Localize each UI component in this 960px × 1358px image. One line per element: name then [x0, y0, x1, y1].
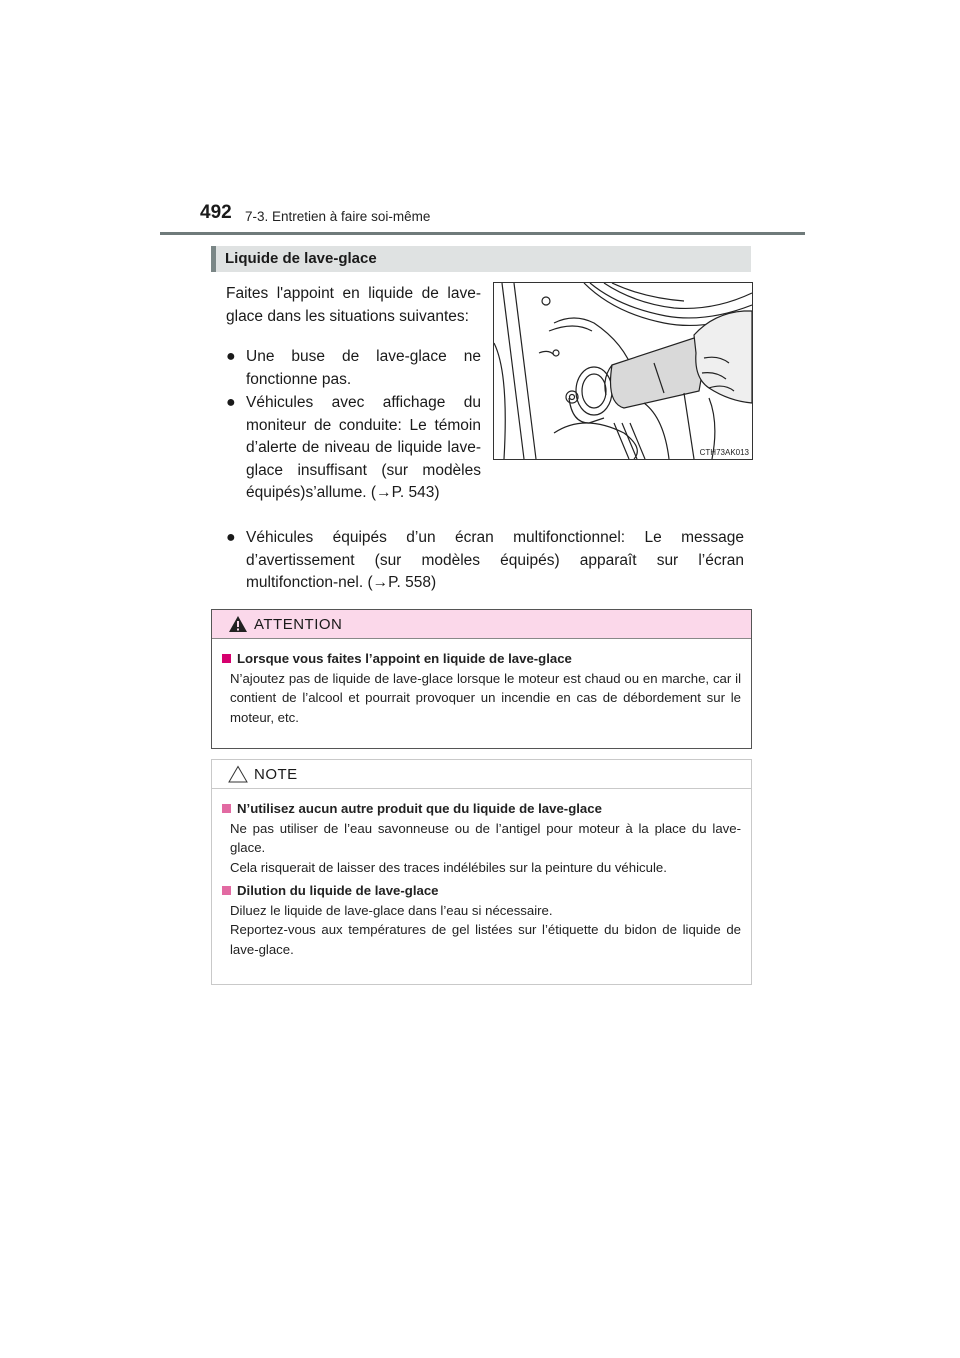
attention-text: N’ajoutez pas de liquide de lave-glace lorsque le moteur est chaud ou en marche, car il contient de l’alcool et pourrait provoquer un incendie en cas de débordement sur le moteur, etc.: [230, 670, 741, 725]
note-text-2a: Diluez le liquide de lave-glace dans l’eau si nécessaire.: [230, 902, 553, 918]
section-title: Liquide de lave-glace: [225, 250, 377, 267]
note-text-2b: Reportez-vous aux températures de gel listées sur l’étiquette du bidon de liquide de lave-glace.: [230, 922, 741, 957]
square-bullet-icon: [222, 804, 231, 813]
bullet-icon: ●: [226, 394, 236, 411]
note-body: [212, 789, 751, 973]
illustration-code: CTH73AK013: [699, 448, 749, 457]
note-text-1b: Cela risquerait de laisser des traces indélébiles sur la peinture du véhicule.: [230, 859, 667, 875]
note-subheading-2: [222, 881, 741, 901]
note-heading-text: Dilution du liquide de lave-glace: [237, 883, 439, 898]
attention-box: [211, 609, 752, 749]
attention-heading-text: Lorsque vous faites l’appoint en liquide de lave-glace: [237, 651, 572, 666]
bullet-item-1: [226, 346, 481, 391]
attention-header: [212, 610, 751, 639]
bullet-item-3: [226, 527, 744, 595]
attention-label: ATTENTION: [254, 616, 343, 633]
note-subheading-1: [222, 799, 741, 819]
note-heading-text: N’utilisez aucun autre produit que du liquide de lave-glace: [237, 801, 602, 816]
warning-triangle-icon: [228, 615, 248, 633]
bullet-icon: ●: [226, 529, 236, 546]
attention-subheading: [222, 649, 741, 669]
caution-triangle-icon: [228, 765, 248, 783]
note-label: NOTE: [254, 766, 298, 783]
intro-text: Faites l'appoint en liquide de lave-glace dans les situations suivantes:: [226, 285, 481, 325]
note-text-1a: Ne pas utiliser de l’eau savonneuse ou de l’antigel pour moteur à la place du lave-glace.: [230, 820, 741, 855]
bullet-item-2: [226, 392, 481, 505]
bullet-icon: ●: [226, 348, 236, 365]
bullet-text: Véhicules avec affichage du moniteur de conduite: Le témoin d’alerte de niveau de liquide lave-glace insuffisant (sur modèles équipés)s’allume. (→P. 543): [246, 394, 481, 501]
square-bullet-icon: [222, 654, 231, 663]
header-divider: [160, 232, 805, 235]
chapter-title: 7-3. Entretien à faire soi-même: [245, 209, 431, 224]
engine-bay-drawing: [494, 283, 752, 459]
attention-body: [212, 639, 751, 741]
section-heading-bar: [211, 246, 751, 272]
washer-fluid-illustration: [493, 282, 753, 460]
note-box: [211, 759, 752, 985]
section-accent: [211, 246, 216, 272]
page-number: 492: [200, 202, 232, 223]
square-bullet-icon: [222, 886, 231, 895]
bullet-text: Véhicules équipés d’un écran multifonctionnel: Le message d’avertissement (sur modèles équipés) apparaît sur l’écran multifonction-nel. (→P. 558): [246, 529, 744, 591]
bullet-text: Une buse de lave-glace ne fonctionne pas.: [246, 348, 481, 388]
note-header: [212, 760, 751, 789]
